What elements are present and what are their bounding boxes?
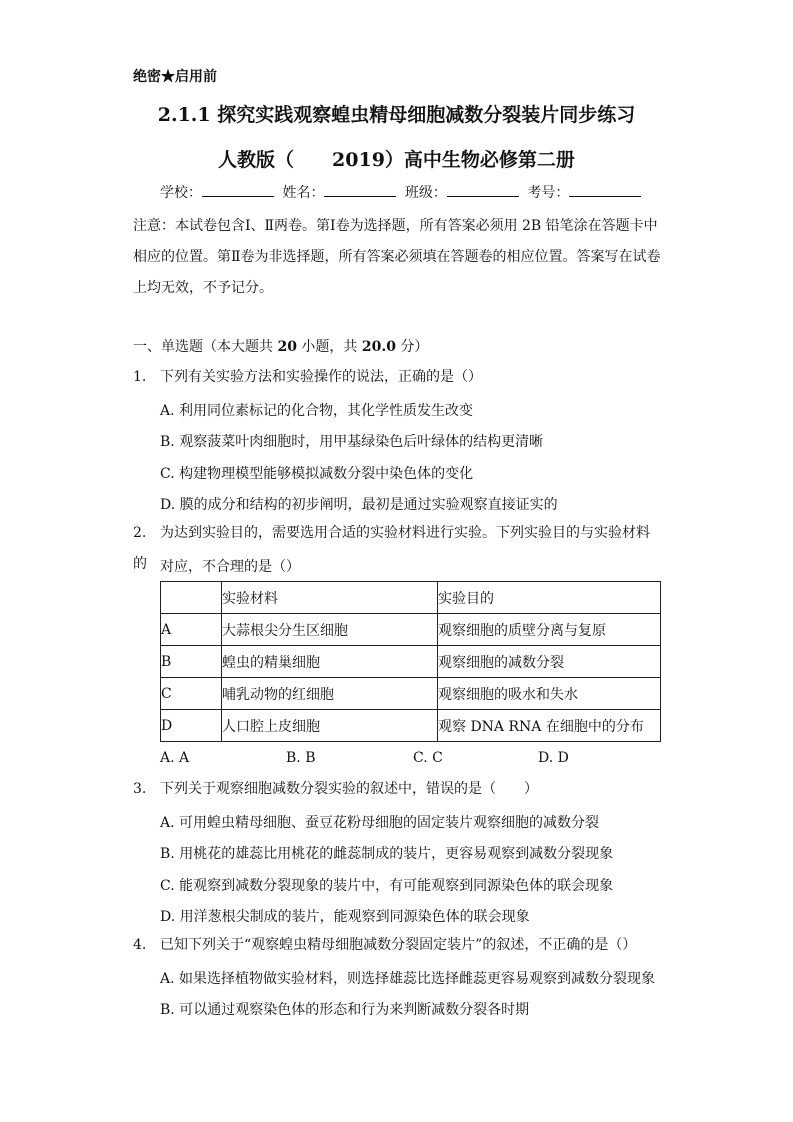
question-3 (133, 774, 663, 805)
table-cell: B (161, 646, 222, 678)
question-text: 下列关于观察细胞减数分裂实验的叙述中，错误的是（ ） (160, 781, 538, 797)
q2-option-d: D. D (538, 750, 569, 766)
confidential-label: 绝密★启用前 (133, 69, 217, 85)
question-4 (133, 930, 663, 961)
q1-option-d: D. 膜的成分和结构的初步阐明，最初是通过实验观察直接证实的 (160, 497, 558, 513)
question-number: 4. (133, 937, 147, 953)
table-header-cell: 实验目的 (438, 582, 661, 614)
class-blank[interactable] (447, 184, 519, 197)
total-score: 20.0 (361, 339, 396, 355)
q1-option-a: A. 利用同位素标记的化合物，其化学性质发生改变 (160, 403, 474, 419)
table-cell: 哺乳动物的红细胞 (222, 678, 438, 710)
q3-option-b: B. 用桃花的雄蕊比用桃花的雌蕊制成的装片，更容易观察到减数分裂现象 (160, 846, 614, 862)
q1-option-c: C. 构建物理模型能够模拟减数分裂中染色体的变化 (160, 466, 474, 482)
name-blank[interactable] (324, 184, 396, 197)
q3-option-d: D. 用洋葱根尖制成的装片，能观察到同源染色体的联会现象 (160, 909, 530, 925)
table-row (161, 614, 661, 646)
q3-option-c: C. 能观察到减数分裂现象的装片中，有可能观察到同源染色体的联会现象 (160, 878, 614, 894)
question-text-line2: 对应，不合理的是（） (160, 559, 300, 575)
question-text: 已知下列关于“观察蝗虫精母细胞减数分裂固定装片”的叙述，不正确的是（） (160, 937, 637, 953)
question-1 (133, 362, 663, 393)
section-heading: 一、单选题（本大题共 20 小题，共 20.0 分） (133, 339, 429, 355)
table-row (161, 646, 661, 678)
question-count: 20 (277, 339, 297, 355)
q2-option-b: B. B (286, 750, 316, 766)
q1-option-b: B. 观察菠菜叶肉细胞时，用甲基绿染色后叶绿体的结构更清晰 (160, 434, 544, 450)
experiment-table (160, 581, 661, 742)
table-row (161, 678, 661, 710)
student-info-line (160, 182, 645, 202)
exam-title-line1: 2.1.1 探究实践观察蝗虫精母细胞减数分裂装片同步练习 (157, 104, 636, 126)
table-cell: A (161, 614, 222, 646)
school-label: 学校： (160, 185, 202, 201)
table-header-row (161, 582, 661, 614)
question-number: 2. (133, 525, 147, 541)
name-label: 姓名： (282, 185, 325, 201)
table-cell: 观察细胞的减数分裂 (438, 646, 661, 678)
exam-number-label: 考号： (527, 185, 570, 201)
table-cell: 蝗虫的精巢细胞 (222, 646, 438, 678)
question-text-line1: 为达到实验目的，需要选用合适的实验材料进行实验。下列实验目的与实验材料的 (133, 525, 650, 572)
table-header-cell (161, 582, 222, 614)
table-cell: D (161, 710, 222, 742)
school-blank[interactable] (202, 184, 274, 197)
q4-option-a: A. 如果选择植物做实验材料，则选择雄蕊比选择雌蕊更容易观察到减数分裂现象 (160, 971, 656, 987)
question-number: 3. (133, 781, 147, 797)
table-cell: 观察细胞的质壁分离与复原 (438, 614, 661, 646)
table-row (161, 710, 661, 742)
table-cell: 观察细胞的吸水和失水 (438, 678, 661, 710)
q2-option-c: C. C (413, 750, 443, 766)
table-cell: 大蒜根尖分生区细胞 (222, 614, 438, 646)
exam-notice: 注意：本试卷包含Ⅰ、Ⅱ两卷。第Ⅰ卷为选择题，所有答案必须用 2B 铅笔涂在答题卡中相应的位置。第Ⅱ卷为非选择题，所有答案必须填在答题卷的相应位置。答案写在试卷上均无效，不予记分。 (133, 218, 661, 296)
question-text: 下列有关实验方法和实验操作的说法，正确的是（） (160, 369, 482, 385)
table-header-cell: 实验材料 (222, 582, 438, 614)
q3-option-a: A. 可用蝗虫精母细胞、蚕豆花粉母细胞的固定装片观察细胞的减数分裂 (160, 815, 600, 831)
class-label: 班级： (404, 185, 447, 201)
question-number: 1. (133, 369, 147, 385)
table-cell: 人口腔上皮细胞 (222, 710, 438, 742)
exam-title-line2: 人教版（ 2019）高中生物必修第二册 (218, 149, 575, 171)
table-cell: 观察 DNA RNA 在细胞中的分布 (438, 710, 661, 742)
table-cell: C (161, 678, 222, 710)
q4-option-b: B. 可以通过观察染色体的形态和行为来判断减数分裂各时期 (160, 1002, 530, 1018)
q2-option-a: A. A (160, 750, 190, 766)
exam-number-blank[interactable] (569, 184, 641, 197)
